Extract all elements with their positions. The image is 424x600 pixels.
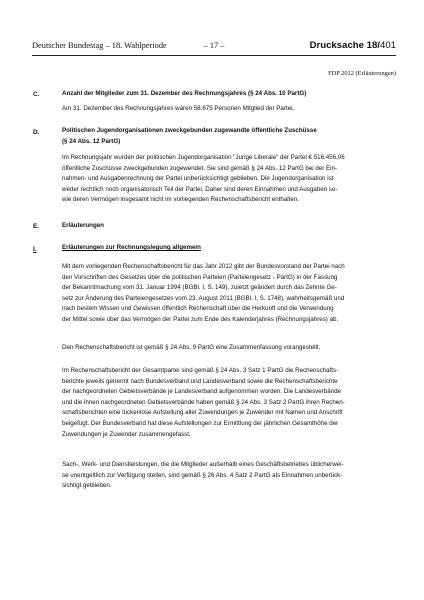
section-d-body: Im Rechnungsjahr wurden der politischen Jugendorganisation "Junge Liberale" der Partei € 516.456,06 öffentliche Zuschüsse zweckgebunden zugewendet. Sie sind gemäß § 24 Abs. 12 PartG bei der Ein- nahmen- und Ausgabenrechnung der Partei unberücksichtigt geblieben. Die Jugendorganisation ist weder rechtlich noch organisatorisch Teil der Partei. Daher sind deren Einnahmen und Ausgaben so- wie deren Vermögen insgesamt nicht im vorliegenden Rechenschaftsbericht enthalten. — [62, 154, 345, 204]
section-i-paragraph-2: Den Rechenschaftsbericht ist gemäß § 24 Abs. 9 PartG eine Zusammenfassung vorangestellt. — [62, 344, 321, 351]
section-i-paragraph-4: Sach-, Werk- und Dienstleistungen, die die Mitglieder außerhalb eines Geschäftsbetriebes üblicherwei- se unentgeltlich zur Verfügung stellen, sind gemäß § 26 Abs. 4 Satz 2 PartG als Einnahmen unberück- sichtigt geblieben. — [62, 461, 344, 490]
section-e-label: E. — [33, 223, 40, 230]
section-d-label: D. — [33, 129, 40, 136]
section-i-label: I. — [33, 246, 37, 253]
section-c-heading: Anzahl der Mitglieder zum 31. Dezember des Rechnungsjahres (§ 24 Abs. 10 PartG) — [62, 90, 307, 97]
header-document-number — [310, 40, 396, 51]
section-c-body: Am 31. Dezember des Rechnungsjahres waren 58.675 Personen Mitglied der Partei. — [62, 105, 295, 112]
header-page-number: – 17 – — [203, 41, 225, 50]
header-document-id: 401 — [379, 40, 396, 51]
section-e-heading: Erläuterungen — [62, 222, 104, 229]
report-subheader: FDP 2012 (Erläuterungen) — [328, 70, 396, 77]
header-publication: Deutscher Bundestag – 18. Wahlperiode — [32, 41, 167, 50]
section-i-paragraph-3: Im Rechenschaftsbericht der Gesamtpartei sind gemäß § 24 Abs. 3 Satz 1 PartG die Rechenschafts- berichte jeweils getrennt nach Bundesverband und Landesverband sowie die Rechenschaftsberichte der nachgeordneten Gebietsverbände je Landesverband aufgenommen worden. Die Landesverbände und die ihnen nachgeordneten Gebietsverbände haben gemäß § 24 Abs. 3 Satz 2 PartG ihren Rechen- schaftsberichten eine lückenlose Aufstellung aller Zuwendungen je Zuwender mit Namen und Anschrift beigefügt. Der Bundesverband hat diese Aufstellungen zur Ermittlung der jährlichen Gesamthöhe der Zuwendungen je Zuwender zusammengefasst. — [62, 367, 345, 438]
section-i-paragraph-1: Mit dem vorliegenden Rechenschaftsbericht für das Jahr 2012 gibt der Bundesvorstand der Partei nach den Vorschriften des Gesetzes über die politischen Parteien (Parteiengesetz - PartG) in der Fassung der Bekanntmachung vom 31. Januar 1994 (BGBl. I, S. 149), zuletzt geändert durch das Zehnte Ge- setz zur Änderung des Parteiengesetzes vom 23. August 2011 (BGBl. I, S. 1748), wahrheitsgemäß und nach bestem Wissen und Gewissen öffentlich Rechenschaft über die Herkunft und die Verwendung der Mittel sowie über das Vermögen der Partei zum Ende des Kalenderjahres (Rechnungsjahres) ab. — [62, 263, 345, 323]
page-header — [32, 41, 396, 56]
section-d-heading: Politischen Jugendorganisationen zweckgebunden zugewandte öffentliche Zuschüsse (§ 24 Abs. 12 PartG) — [62, 127, 317, 145]
header-document-label: Drucksache 18/ — [309, 40, 380, 51]
section-c-label: C. — [33, 91, 40, 98]
section-i-heading: Erläuterungen zur Rechnungslegung allgemein — [62, 244, 201, 251]
